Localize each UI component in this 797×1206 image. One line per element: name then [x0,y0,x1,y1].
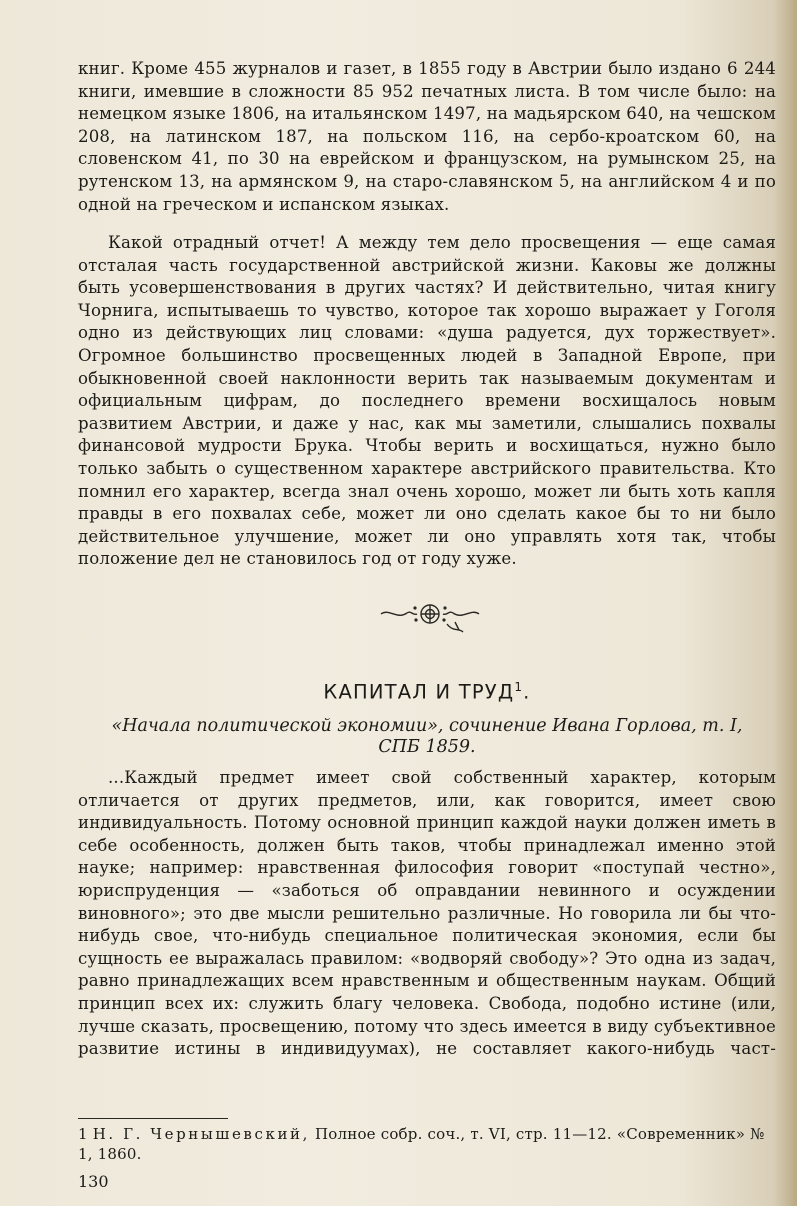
footnote-divider [78,1118,228,1119]
text-column-middle [78,232,776,571]
section-subtitle [78,716,776,758]
footnote [78,1124,776,1164]
footnote-author: Н. Г. Чернышевский, [92,1125,311,1143]
footnote-mark: 1 [78,1125,88,1143]
footnote-text: Полное собр. соч., т. VI, стр. 11—12. «Современник» № 1, 1860. [78,1125,765,1163]
paragraph-3: ...Каждый предмет имеет свой собственный характер, которым отличается от других предметов, или, как говорится, имеет свою индивидуальность. Потому основной принцип каждой науки должен иметь в себе особенность, должен быть таков, чтобы принадлежал именно этой науке; например: нравственная философия говорит «поступай честно», юриспруденция — «заботься об оправдании невинного и осуждении виновного»; это две мысли решительно различные. Но говорила ли бы что-нибудь свое, что-нибудь специальное политическая экономия, если бы сущность ее выражалась правилом: «водворяй свободу»? Это одна из задач, равно принадлежащих всем нравственным и общественным наукам. Общий принцип всех их: служить благу человека. Свобода, подобно истине (или, лучше сказать, просвещению, потому что здесь имеется в виду субъективное развитие истины в индивидуумах), не составляет какого-нибудь част- [78,768,776,1059]
ornament-icon [375,596,485,638]
section-title-text: КАПИТАЛ И ТРУД [323,680,515,704]
title-footnote-mark: 1 [514,680,524,694]
paragraph-2: Какой отрадный отчет! А между тем дело просвещения — еще самая отсталая часть государственной австрийской жизни. Каковы же должны быть усовершенствования в других частях? И действительно, читая книгу Чорнига, испытываешь то чувство, которое так хорошо выражает у Гоголя одно из действующих лиц словами: «душа радуется, дух торжествует». Огромное большинство просвещенных людей в Западной Европе, при обыкновенной своей наклонности верить так называемым документам и официальным цифрам, до последнего времени восхищалось новым развитием Австрии, и даже у нас, как мы заметили, слышались похвалы финансовой мудрости Брука. Чтобы верить и восхищаться, нужно было только забыть о существенном характере австрийского правительства. Кто помнил его характер, всегда знал очень хорошо, может ли быть хоть капля правды в его похвалах себе, может ли оно сделать какое бы то ни было действительное улучшение, может ли оно управлять хотя так, чтобы положение дел не становилось год от году хуже. [78,233,776,569]
subtitle-line-2: СПБ 1859. [378,737,476,757]
paragraph-1: книг. Кроме 455 журналов и газет, в 1855 году в Австрии было издано 6 244 книги, имевшие в сложности 85 952 печатных листа. В том числе было: на немецком языке 1806, на итальянском 1497, на мадьярском 640, на чешском 208, на латинском 187, на польском 116, на сербо-кроатском 60, на словенском 41, по 30 на еврейском и французском, на румынском 25, на рутенском 13, на армянском 9, на старо-славянском 5, на английском 4 и по одной на греческом и испанском языках. [78,59,776,214]
text-column-top [78,58,776,216]
subtitle-line-1: «Начала политической экономии», сочинение Ивана Горлова, т. I, [111,716,743,736]
page-number: 130 [78,1172,109,1191]
text-column-bottom [78,767,776,1061]
section-title: КАПИТАЛ И ТРУД$^1$. [323,680,531,704]
